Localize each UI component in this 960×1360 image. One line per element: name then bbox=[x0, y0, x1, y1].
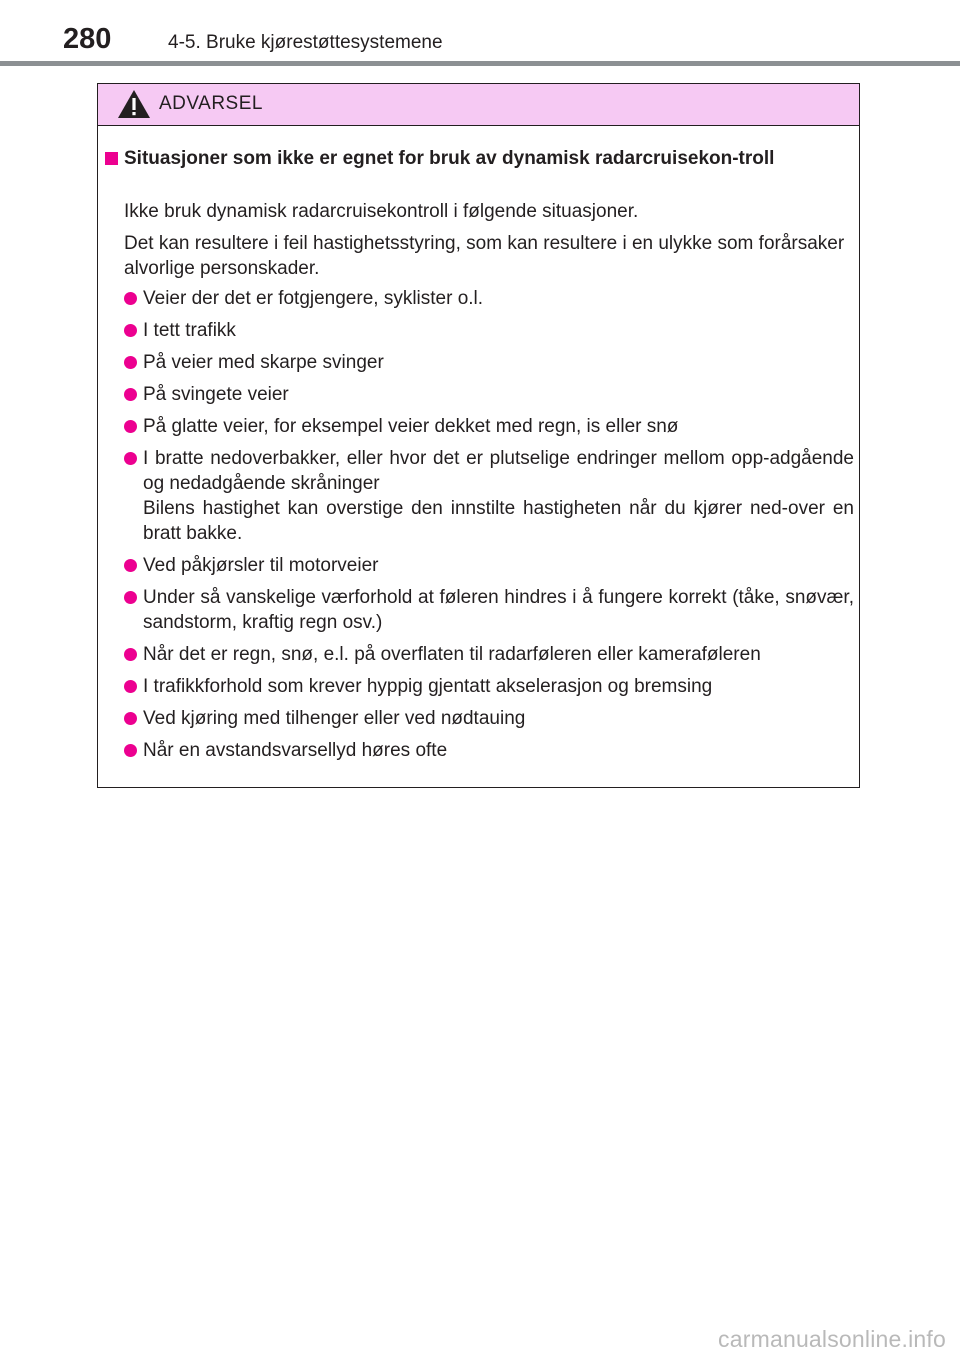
bullet-dot-icon bbox=[124, 324, 137, 337]
list-item-text: I tett trafikk bbox=[143, 320, 236, 341]
bullet-dot-icon bbox=[124, 388, 137, 401]
warning-title: ADVARSEL bbox=[159, 93, 263, 114]
list-item bbox=[124, 642, 854, 667]
list-item bbox=[124, 446, 854, 546]
list-item-text: Ved påkjørsler til motorveier bbox=[143, 555, 379, 576]
warning-heading-text: Situasjoner som ikke er egnet for bruk av dynamisk radarcruisekon-troll bbox=[124, 148, 775, 169]
bullet-dot-icon bbox=[124, 559, 137, 572]
list-item bbox=[124, 585, 854, 635]
list-item-text: I trafikkforhold som krever hyppig gjentatt akselerasjon og bremsing bbox=[143, 676, 713, 697]
bullet-dot-icon bbox=[124, 648, 137, 661]
watermark: carmanualsonline.info bbox=[718, 1326, 946, 1352]
list-item bbox=[124, 318, 854, 343]
list-item-text: Ved kjøring med tilhenger eller ved nødtauing bbox=[143, 708, 526, 729]
section-title: 4-5. Bruke kjørestøttesystemene bbox=[168, 32, 443, 53]
list-item bbox=[124, 706, 854, 731]
list-item bbox=[124, 553, 854, 578]
page-header bbox=[0, 0, 960, 66]
warning-triangle-icon bbox=[117, 89, 151, 119]
situation-list bbox=[124, 286, 854, 770]
bullet-dot-icon bbox=[124, 712, 137, 725]
bullet-dot-icon bbox=[124, 292, 137, 305]
list-item bbox=[124, 350, 854, 375]
list-item-text: I bratte nedoverbakker, eller hvor det er plutselige endringer mellom opp-adgående og nedadgående skråninger bbox=[143, 448, 854, 494]
bullet-dot-icon bbox=[124, 356, 137, 369]
bullet-dot-icon bbox=[124, 420, 137, 433]
warning-box bbox=[97, 83, 860, 788]
list-item-text: På svingete veier bbox=[143, 384, 289, 405]
list-item bbox=[124, 674, 854, 699]
header-rule bbox=[0, 61, 960, 66]
square-bullet-icon bbox=[105, 152, 118, 165]
bullet-dot-icon bbox=[124, 744, 137, 757]
list-item-text: Under så vanskelige værforhold at føleren hindres i å fungere korrekt (tåke, snøvær, sandstorm, kraftig regn osv.) bbox=[143, 587, 854, 633]
warning-heading bbox=[105, 146, 853, 171]
list-item bbox=[124, 382, 854, 407]
bullet-dot-icon bbox=[124, 452, 137, 465]
intro-paragraph-2: Det kan resultere i feil hastighetsstyring, som kan resultere i en ulykke som forårsaker alvorlige personskader. bbox=[124, 233, 845, 279]
list-item bbox=[124, 738, 854, 763]
intro-paragraph-1: Ikke bruk dynamisk radarcruisekontroll i følgende situasjoner. bbox=[124, 201, 639, 222]
list-item-text: Når en avstandsvarsellyd høres ofte bbox=[143, 740, 448, 761]
list-item-note: Bilens hastighet kan overstige den innstilte hastigheten når du kjører ned-over en bratt bakke. bbox=[143, 498, 854, 544]
bullet-dot-icon bbox=[124, 680, 137, 693]
list-item-text: Når det er regn, snø, e.l. på overflaten til radarføleren eller kameraføleren bbox=[143, 644, 761, 665]
list-item-text: På glatte veier, for eksempel veier dekket med regn, is eller snø bbox=[143, 416, 679, 437]
page-number: 280 bbox=[63, 23, 112, 55]
list-item-text: Veier der det er fotgjengere, syklister o.l. bbox=[143, 288, 484, 309]
warning-header bbox=[98, 84, 859, 126]
bullet-dot-icon bbox=[124, 591, 137, 604]
list-item bbox=[124, 414, 854, 439]
list-item bbox=[124, 286, 854, 311]
list-item-text: På veier med skarpe svinger bbox=[143, 352, 384, 373]
